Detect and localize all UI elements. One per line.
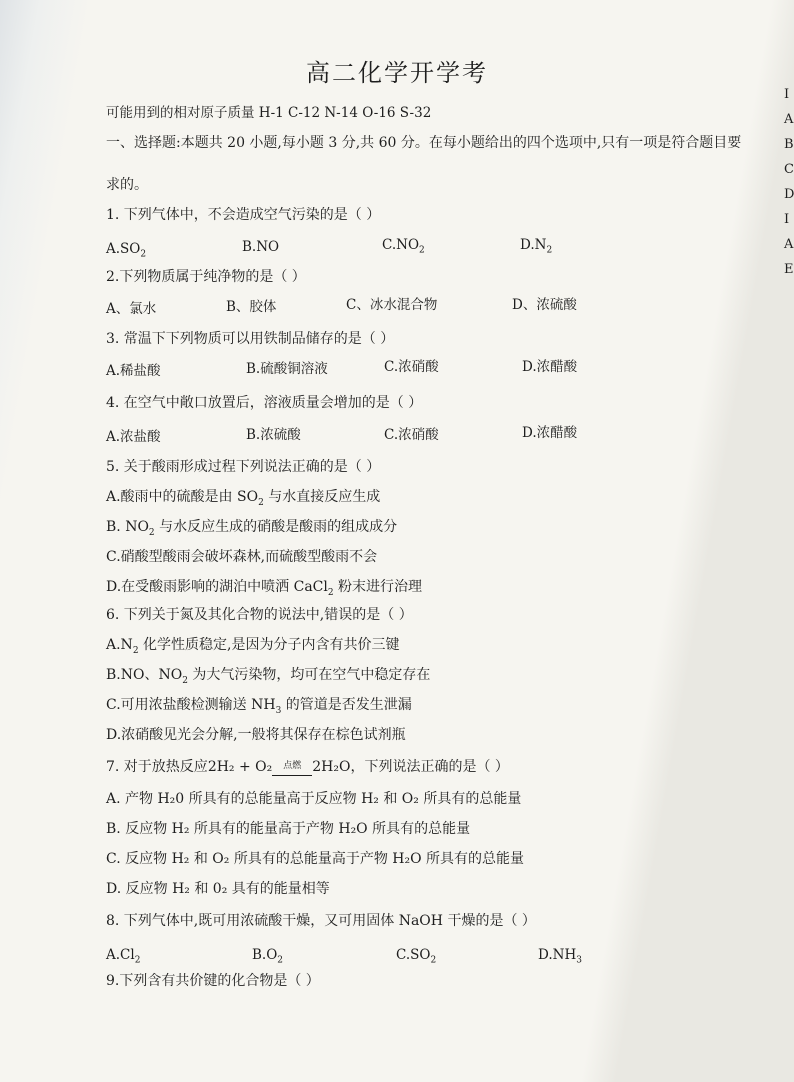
question-8-option-d: $D.NH_3$ [538, 947, 582, 966]
margin-letter: C [784, 162, 794, 177]
question-4-option-b: B.浓硫酸 [246, 427, 301, 443]
question-6-option-b: B.NO、$NO_2$ 为大气污染物，均可在空气中稳定存在 [106, 667, 431, 686]
question-8-option-b: $B.O_2$ [252, 947, 284, 966]
question-7-option-a: A. 产物 H₂0 所具有的总能量高于反应物 H₂ 和 O₂ 所具有的总能量 [106, 791, 522, 807]
question-2-option-b: B、胶体 [226, 299, 277, 315]
question-2-stem: 2.下列物质属于纯净物的是（ ） [106, 269, 306, 285]
question-4-stem: 4. 在空气中敞口放置后，溶液质量会增加的是（ ） [106, 395, 423, 411]
question-8-option-a: $A.Cl_2$ [106, 947, 141, 966]
question-7-option-c: C. 反应物 H₂ 和 O₂ 所具有的总能量高于产物 H₂O 所具有的总能量 [106, 851, 525, 867]
question-1-option-b: B.NO [242, 239, 280, 255]
question-1-stem: 1. 下列气体中，不会造成空气污染的是（ ） [106, 207, 381, 223]
question-3-option-a: A.稀盐酸 [106, 363, 161, 379]
question-1-option-c: $C.NO_2$ [382, 237, 425, 256]
question-4-option-d: D.浓醋酸 [522, 425, 578, 441]
margin-letter: I [784, 212, 790, 227]
margin-letter: E [784, 262, 794, 277]
question-2-option-c: C、冰水混合物 [346, 297, 438, 313]
reaction-arrow: 点燃 [272, 766, 312, 776]
question-3-option-d: D.浓醋酸 [522, 359, 578, 375]
question-6-option-c: C.可用浓盐酸检测输送 $NH_3$ 的管道是否发生泄漏 [106, 697, 412, 716]
atomic-mass-line: 可能用到的相对原子质量 H-1 C-12 N-14 O-16 S-32 [106, 105, 432, 121]
question-8-stem: 8. 下列气体中,既可用浓硫酸干燥，又可用固体 NaOH 干燥的是（ ） [106, 913, 536, 929]
adjacent-page-margin [784, 82, 794, 282]
margin-letter: I [784, 87, 790, 102]
question-4-option-c: C.浓硝酸 [384, 427, 439, 443]
margin-letter: A [784, 237, 794, 252]
question-6-option-a: $A.N_2$ 化学性质稳定,是因为分子内含有共价三键 [106, 637, 400, 656]
margin-letter: D [784, 187, 794, 202]
question-7-option-d: D. 反应物 H₂ 和 0₂ 具有的能量相等 [106, 881, 330, 897]
question-2-option-a: A、氯水 [106, 301, 157, 317]
question-8-option-c: $C.SO_2$ [396, 947, 437, 966]
question-3-option-c: C.浓硝酸 [384, 359, 439, 375]
section-heading-line-1: 一、选择题:本题共 20 小题,每小题 3 分,共 60 分。在每小题给出的四个选项中,只有一项是符合题目要 [106, 135, 742, 151]
question-6-stem: 6. 下列关于氮及其化合物的说法中,错误的是（ ） [106, 607, 413, 623]
question-5-stem: 5. 关于酸雨形成过程下列说法正确的是（ ） [106, 459, 381, 475]
question-3-option-b: B.硫酸铜溶液 [246, 361, 328, 377]
margin-letter: A [784, 112, 794, 127]
question-6-option-d: D.浓硝酸见光会分解,一般将其保存在棕色试剂瓶 [106, 727, 406, 743]
question-4-option-a: A.浓盐酸 [106, 429, 161, 445]
question-5-option-b: B. $NO_2$ 与水反应生成的硝酸是酸雨的组成成分 [106, 519, 398, 538]
question-2-option-d: D、浓硫酸 [512, 297, 577, 313]
section-heading-line-2: 求的。 [106, 177, 148, 193]
question-3-stem: 3. 常温下下列物质可以用铁制品储存的是（ ） [106, 331, 395, 347]
question-1-option-d: $D.N_2$ [520, 237, 553, 256]
section-heading [106, 134, 741, 152]
question-5-option-d: D.在受酸雨影响的湖泊中喷洒 CaCl$_2$ 粉末进行治理 [106, 579, 423, 598]
question-7-stem: 7. 对于放热反应2H₂ + O₂ 点燃 2H₂O，下列说法正确的是（ ） [106, 759, 509, 775]
margin-letter: B [784, 137, 794, 152]
question-5-option-c: C.硝酸型酸雨会破坏森林,而硫酸型酸雨不会 [106, 549, 378, 565]
question-1-option-a: $A.SO_2$ [106, 241, 147, 260]
question-9-stem: 9.下列含有共价键的化合物是（ ） [106, 973, 320, 989]
question-5-option-a: A.酸雨中的硫酸是由 $SO_2$ 与水直接反应生成 [106, 489, 381, 508]
exam-title: 高二化学开学考 [306, 59, 488, 87]
question-7-option-b: B. 反应物 H₂ 所具有的能量高于产物 H₂O 所具有的总能量 [106, 821, 471, 837]
reaction-equation: 2H₂ + O₂ 点燃 2H₂O [207, 759, 351, 775]
